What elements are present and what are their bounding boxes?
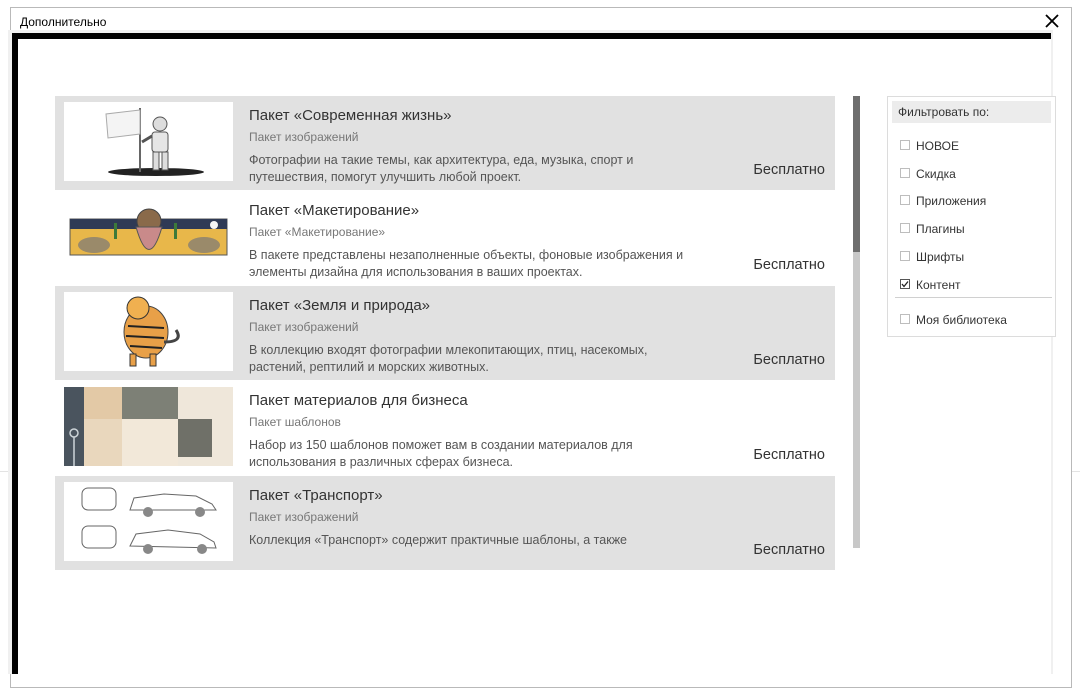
close-icon[interactable] — [1041, 10, 1063, 32]
filter-label: Приложения — [916, 194, 987, 208]
pack-name: Пакет «Земля и природа» — [249, 297, 431, 314]
dialog-title: Дополнительно — [20, 15, 107, 29]
pack-name: Пакет материалов для бизнеса — [249, 392, 468, 409]
pack-price[interactable]: Бесплатно — [753, 542, 825, 558]
scrollbar-thumb[interactable] — [853, 96, 860, 252]
pack-price[interactable]: Бесплатно — [753, 162, 825, 178]
pack-price[interactable]: Бесплатно — [753, 352, 825, 368]
filter-label: Контент — [916, 278, 961, 292]
pack-type: Пакет изображений — [249, 320, 359, 334]
pack-description: Коллекция «Транспорт» содержит практичные шаблоны, а также — [249, 533, 628, 547]
checkbox-checked[interactable] — [900, 279, 910, 289]
filter-label: Шрифты — [916, 250, 965, 264]
filter-header: Фильтровать по: — [892, 101, 1051, 123]
pack-type: Пакет изображений — [249, 130, 359, 144]
checkbox[interactable] — [900, 314, 910, 324]
checkbox[interactable] — [900, 140, 910, 150]
filter-label: НОВОЕ — [916, 139, 959, 153]
checkbox[interactable] — [900, 168, 910, 178]
pack-thumbnail — [64, 102, 233, 181]
pack-type: Пакет «Макетирование» — [249, 225, 386, 239]
pack-item[interactable] — [55, 96, 835, 191]
pack-name: Пакет «Транспорт» — [249, 487, 383, 504]
filter-label: Скидка — [916, 167, 956, 181]
pack-description: Набор из 150 шаблонов поможет вам в создании материалов для использования в различных сферах бизнеса. — [249, 438, 633, 469]
filter-divider — [895, 297, 1052, 298]
filter-panel — [887, 96, 1056, 337]
checkbox[interactable] — [900, 195, 910, 205]
pack-description: В пакете представлены незаполненные объекты, фоновые изображения и элементы дизайна для использования в ваших проектах. — [249, 248, 684, 279]
content-area — [12, 33, 1051, 674]
pack-price[interactable]: Бесплатно — [753, 257, 825, 273]
pack-description: Фотографии на такие темы, как архитектура, еда, музыка, спорт и путешествия, помогут улучшить любой проект. — [249, 153, 634, 184]
filter-label: Моя библиотека — [916, 313, 1007, 327]
check-icon — [901, 280, 909, 288]
pack-thumbnail — [64, 197, 233, 276]
checkbox[interactable] — [900, 223, 910, 233]
pack-thumbnail — [64, 387, 233, 466]
pack-type: Пакет шаблонов — [249, 415, 341, 429]
pack-name: Пакет «Современная жизнь» — [249, 107, 452, 124]
checkbox[interactable] — [900, 251, 910, 261]
pack-thumbnail — [64, 292, 233, 371]
pack-thumbnail — [64, 482, 233, 561]
pack-item[interactable] — [55, 476, 835, 571]
filter-label: Плагины — [916, 222, 965, 236]
list-scrollbar[interactable] — [853, 96, 860, 548]
pack-name: Пакет «Макетирование» — [249, 202, 420, 219]
pack-item[interactable] — [55, 191, 835, 286]
pack-item[interactable] — [55, 286, 835, 381]
pack-list — [55, 96, 835, 558]
pack-description: В коллекцию входят фотографии млекопитающих, птиц, насекомых, растений, рептилий и морских животных. — [249, 343, 648, 374]
pack-item[interactable] — [55, 381, 835, 476]
pack-price[interactable]: Бесплатно — [753, 447, 825, 463]
pack-type: Пакет изображений — [249, 510, 359, 524]
